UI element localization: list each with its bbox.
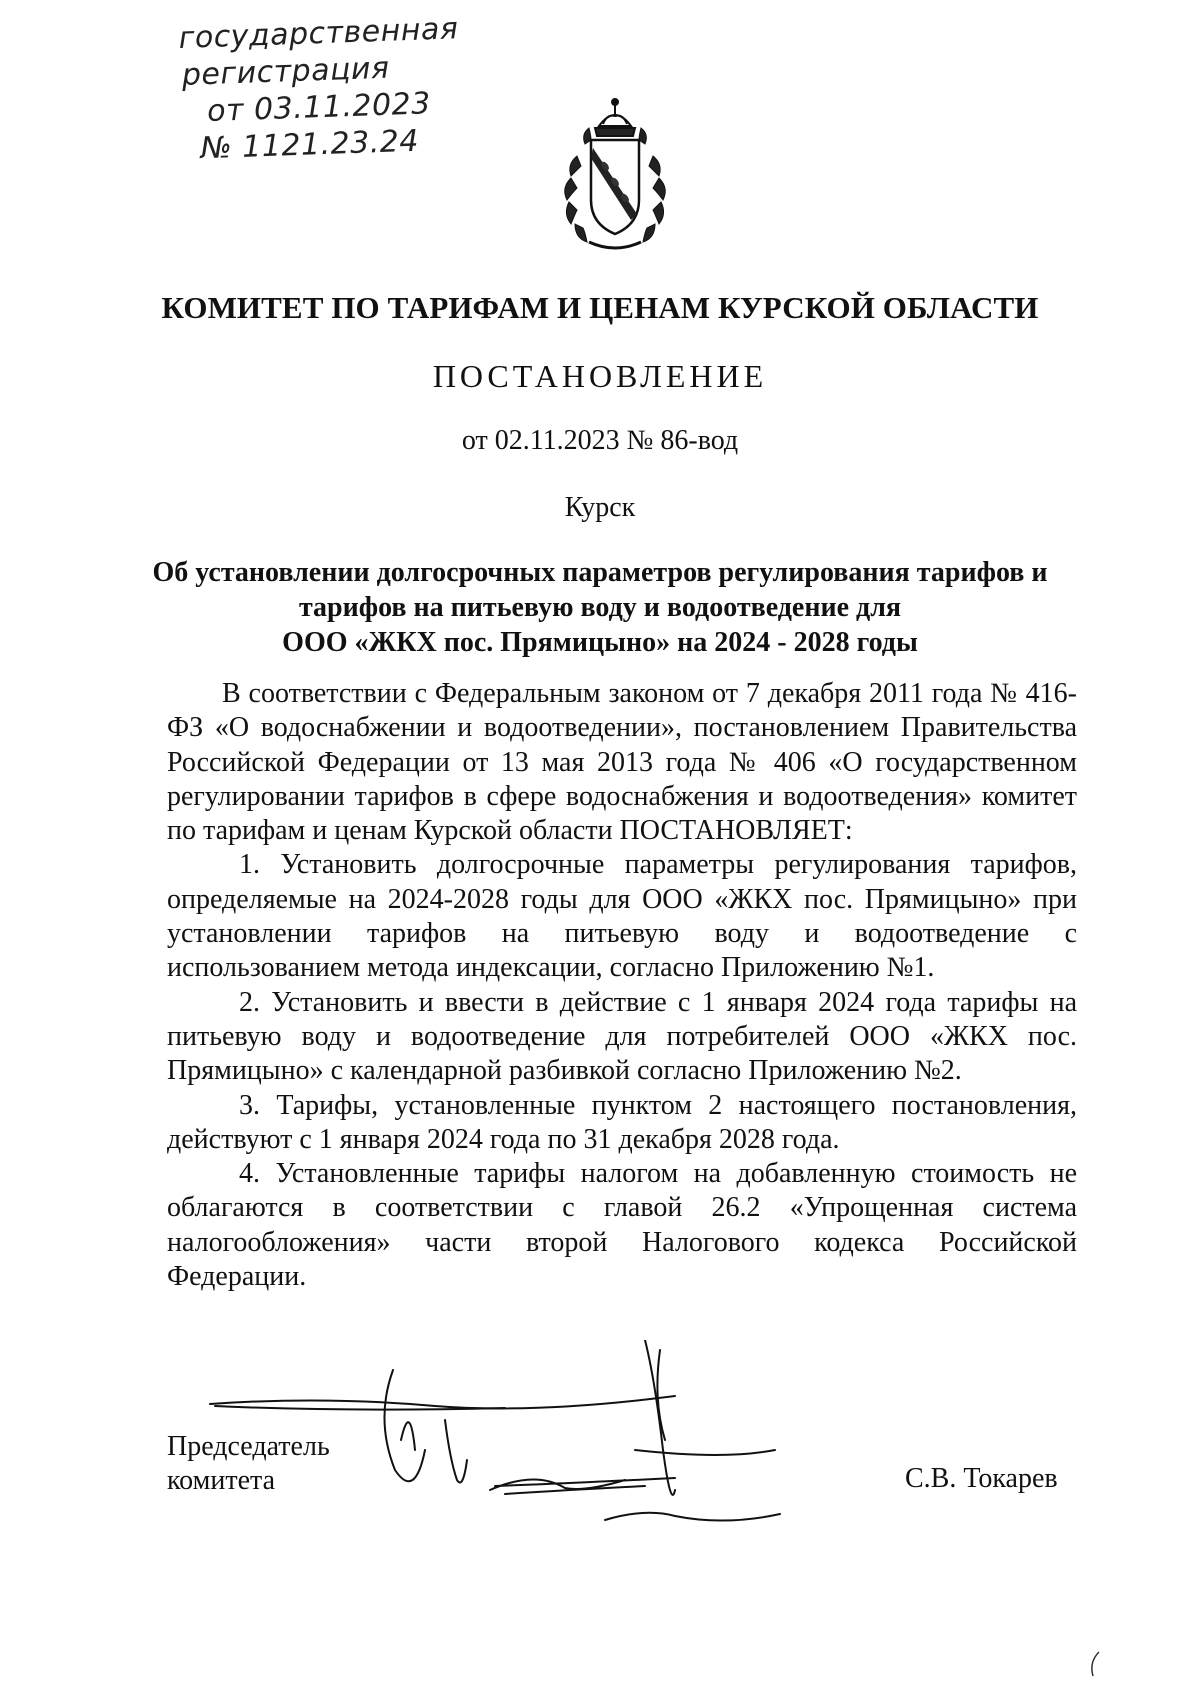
body-item-2: 2. Установить и ввести в действие с 1 января 2024 года тарифы на питьевую воду и водоотведение для потребителей ООО «ЖКХ пос. Прямицыно» с календарной разбивкой согласно Приложению №2. — [167, 986, 1077, 1087]
document-subject — [140, 555, 1060, 660]
body-item-4: 4. Установленные тарифы налогом на добавленную стоимость не облагаются в соответствии с главой 26.2 «Упрощенная система налогообложения» части второй Налогового кодекса Российской Федерации. — [167, 1158, 1077, 1293]
coat-of-arms-icon — [555, 96, 675, 256]
signatory-role — [167, 1430, 330, 1498]
preamble-paragraph: В соответствии с Федеральным законом от 7 декабря 2011 года № 416-ФЗ «О водоснабжении и водоотведении», постановлением Правительства Российской Федерации от 13 мая 2013 года № 406 «О государственном регулировании тарифов в сфере водоснабжения и водоотведения» комитет по тарифам и ценам Курской области ПОСТАНОВЛЯЕТ: — [167, 678, 1077, 847]
handnote-line-3: от 03.11.2023 — [206, 86, 432, 130]
document-type: ПОСТАНОВЛЕНИЕ — [432, 358, 768, 394]
subject-line-2: тарифов на питьевую воду и водоотведение для — [298, 592, 902, 623]
handnote-line-4: № 1121.23.24 — [199, 123, 420, 167]
handnote-line-1: государственная — [178, 11, 459, 56]
body-item-3: 3. Тарифы, установленные пунктом 2 настоящего постановления, действуют с 1 января 2024 года по 31 декабря 2028 года. — [167, 1089, 1077, 1155]
organization-title: КОМИТЕТ ПО ТАРИФАМ И ЦЕНАМ КУРСКОЙ ОБЛАСТИ — [161, 290, 1039, 325]
body-item-1: 1. Установить долгосрочные параметры регулирования тарифов, определяемые на 2024-2028 годы для ООО «ЖКХ пос. Прямицыно» при установлении тарифов на питьевую воду и водоотведение с использованием метода индексации, согласно Приложению №1. — [167, 849, 1077, 984]
stray-pen-mark — [1085, 1650, 1105, 1680]
signatory-role-line-1: Председатель — [167, 1431, 330, 1462]
subject-line-1: Об установлении долгосрочных параметров регулирования тарифов и — [152, 557, 1048, 588]
signatory-name: С.В. Токарев — [905, 1463, 1058, 1494]
handnote-line-2: регистрация — [181, 50, 391, 93]
document-city: Курск — [564, 492, 636, 523]
subject-line-3: ООО «ЖКХ пос. Прямицыно» на 2024 - 2028 годы — [282, 627, 918, 658]
handwritten-registration-note — [178, 8, 513, 169]
document-date-number: от 02.11.2023 № 86-вод — [461, 425, 739, 456]
signatory-role-line-2: комитета — [167, 1465, 276, 1496]
document-body — [167, 677, 1077, 1294]
